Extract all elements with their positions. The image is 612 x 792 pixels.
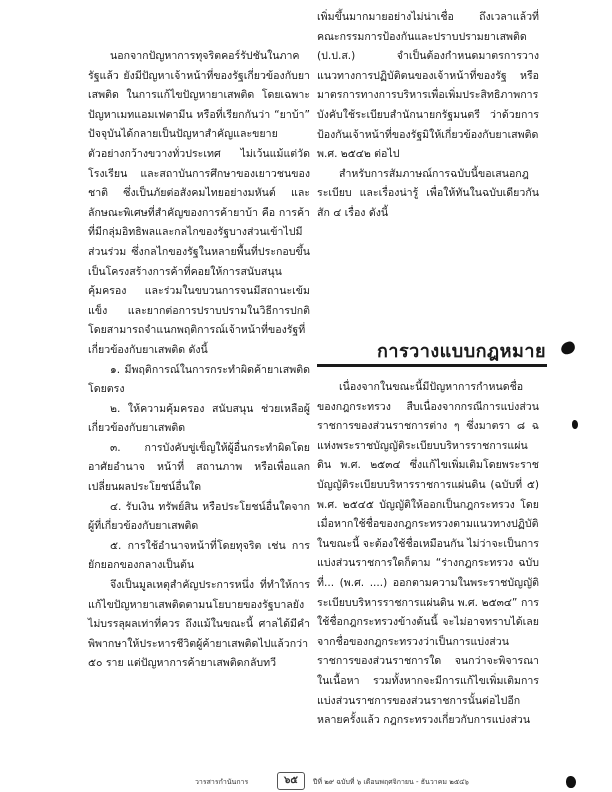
list-item-1: ๑. มีพฤติการณ์ในการกระทำผิดค้ายาเสพติดโดยตรง <box>88 363 310 396</box>
ink-mark-icon <box>566 776 576 788</box>
paragraph-intro: นอกจากปัญหาการทุจริตคอร์รัปชันในภาครัฐแล้ว ยังมีปัญหาเจ้าหน้าที่ของรัฐเกี่ยวข้องกับยาเสพติด ในการแก้ไขปัญหายาเสพติด โดยเฉพาะปัญหาเมทแอมเฟตามีน หรือที่เรียกกันว่า “ยาบ้า” ปัจจุบันได้กลายเป็นปัญหาสำคัญและขยายตัวอย่างกว้างขวางทั่วประเทศ ไม่เว้นแม้แต่วัด โรงเรียน และสถาบันการศึกษาของเยาวชนของชาติ ซึ่งเป็นภัยต่อสังคมไทยอย่างมหันต์ และลักษณะพิเศษที่สำคัญของการค้ายาบ้า คือ การค้าที่มีกลุ่มอิทธิพลและกลไกของรัฐบางส่วนเข้าไปมีส่วนร่วม ซึ่งกลไกของรัฐในหลายพื้นที่ประกอบขึ้นเป็นโครงสร้างการค้าที่คอยให้การสนับสนุนคุ้มครอง และร่วมในขบวนการจนมีสถานะเข้มแข็ง และยากต่อการปราบปรามในวิธีการปกติ โดยสามารถจำแนกพฤติการณ์เจ้าหน้าที่ของรัฐที่เกี่ยวข้องกับยาเสพติด ดังนี้ <box>88 50 310 356</box>
section-heading <box>317 332 565 368</box>
ink-bullet-icon <box>560 340 577 355</box>
right-column-top <box>317 8 539 224</box>
footer-journal-name: วารสารกำนันการ <box>195 778 249 786</box>
paragraph-ministerial-regulation: เนื่องจากในขณะนี้มีปัญหาการกำหนดชื่อของกฎกระทรวง สืบเนื่องจากกรณีการแบ่งส่วนราชการของส่วนราชการต่าง ๆ ซึ่งมาตรา ๘ ฉ แห่งพระราชบัญญัติระเบียบบริหารราชการแผ่นดิน พ.ศ. ๒๕๓๔ ซึ่งแก้ไขเพิ่มเติมโดยพระราชบัญญัติระเบียบบริหารราชการแผ่นดิน (ฉบับที่ ๕) พ.ศ. ๒๕๔๕ บัญญัติให้ออกเป็นกฎกระทรวง โดยเมื่อหากใช้ชื่อของกฎกระทรวงตามแนวทางปฏิบัติในขณะนี้ จะต้องใช้ชื่อเหมือนกัน ไม่ว่าจะเป็นการแบ่งส่วนราชการใดก็ตาม “ร่างกฎกระทรวง ฉบับที่... (พ.ศ. ....) ออกตามความในพระราชบัญญัติระเบียบบริหารราชการแผ่นดิน พ.ศ. ๒๕๓๔” การใช้ชื่อกฎกระทรวงข้างต้นนี้ จะไม่อาจทราบได้เลยจากชื่อของกฎกระทรวงว่าเป็นการแบ่งส่วนราชการของส่วนราชการใด จนกว่าจะพิจารณาในเนื้อหา รวมทั้งหากจะมีการแก้ไขเพิ่มเติมการแบ่งส่วนราชการของส่วนราชการนั้นต่อไปอีกหลายครั้งแล้ว กฎกระทรวงเกี่ยวกับการแบ่งส่วน <box>317 381 539 727</box>
footer-issue-info: ปีที่ ๒๙ ฉบับที่ ๖ เดือนพฤศจิกายน - ธันวาคม ๒๕๔๖ <box>313 778 469 786</box>
list-item-2: ๒. ให้ความคุ้มครอง สนับสนุน ช่วยเหลือผู้เกี่ยวข้องกับยาเสพติด <box>88 402 310 435</box>
paragraph-continuation: เพิ่มขึ้นมากมายอย่างไม่น่าเชื่อ ถึงเวลาแล้วที่คณะกรรมการป้องกันและปราบปรามยาเสพติด (ป.ป.ส.) จำเป็นต้องกำหนดมาตรการวางแนวทางการปฏิบัติตนของเจ้าหน้าที่ของรัฐ หรือมาตรการทางการบริหารเพื่อเพิ่มประสิทธิภาพการบังคับใช้ระเบียบสำนักนายกรัฐมนตรี ว่าด้วยการป้องกันเจ้าหน้าที่ของรัฐมิให้เกี่ยวข้องกับยาเสพติด พ.ศ. ๒๕๔๒ ต่อไป <box>317 11 539 161</box>
page-number: ๖๕ <box>277 772 305 790</box>
paragraph-conclusion: จึงเป็นมูลเหตุสำคัญประการหนึ่ง ที่ทำให้การแก้ไขปัญหายาเสพติดตามนโยบายของรัฐบาลยังไม่บรรลุผลเท่าที่ควร ถึงแม้ในขณะนี้ ศาลได้มีคำพิพากษาให้ประหารชีวิตผู้ค้ายาเสพติดไปแล้วกว่า ๕๐ ราย แต่ปัญหาการค้ายาเสพติดกลับทวี <box>88 579 310 670</box>
paragraph-announcement: สำหรับการสัมภาษณ์การฉบับนี้ขอเสนอกฎระเบียบ และเรื่องน่ารู้ เพื่อให้ทันในฉบับเดียวกันสัก ๔ เรื่อง ดังนี้ <box>317 167 539 219</box>
list-item-3: ๓. การบังคับขู่เข็ญให้ผู้อื่นกระทำผิดโดยอาศัยอำนาจ หน้าที่ สถานภาพ หรือเพื่อแลกเปลี่ยนผลประโยชน์อื่นใด <box>88 441 310 494</box>
list-item-4: ๔. รับเงิน ทรัพย์สิน หรือประโยชน์อื่นใดจากผู้ที่เกี่ยวข้องกับยาเสพติด <box>88 500 310 533</box>
page-footer <box>195 772 495 790</box>
right-column-bottom <box>317 378 539 731</box>
left-column <box>88 47 310 674</box>
heading-text: การวางแบบกฎหมาย <box>377 341 546 362</box>
list-item-5: ๕. การใช้อำนาจหน้าที่โดยทุจริต เช่น การยักยอกของกลางเป็นต้น <box>88 539 310 572</box>
ink-mark-icon <box>572 420 578 429</box>
